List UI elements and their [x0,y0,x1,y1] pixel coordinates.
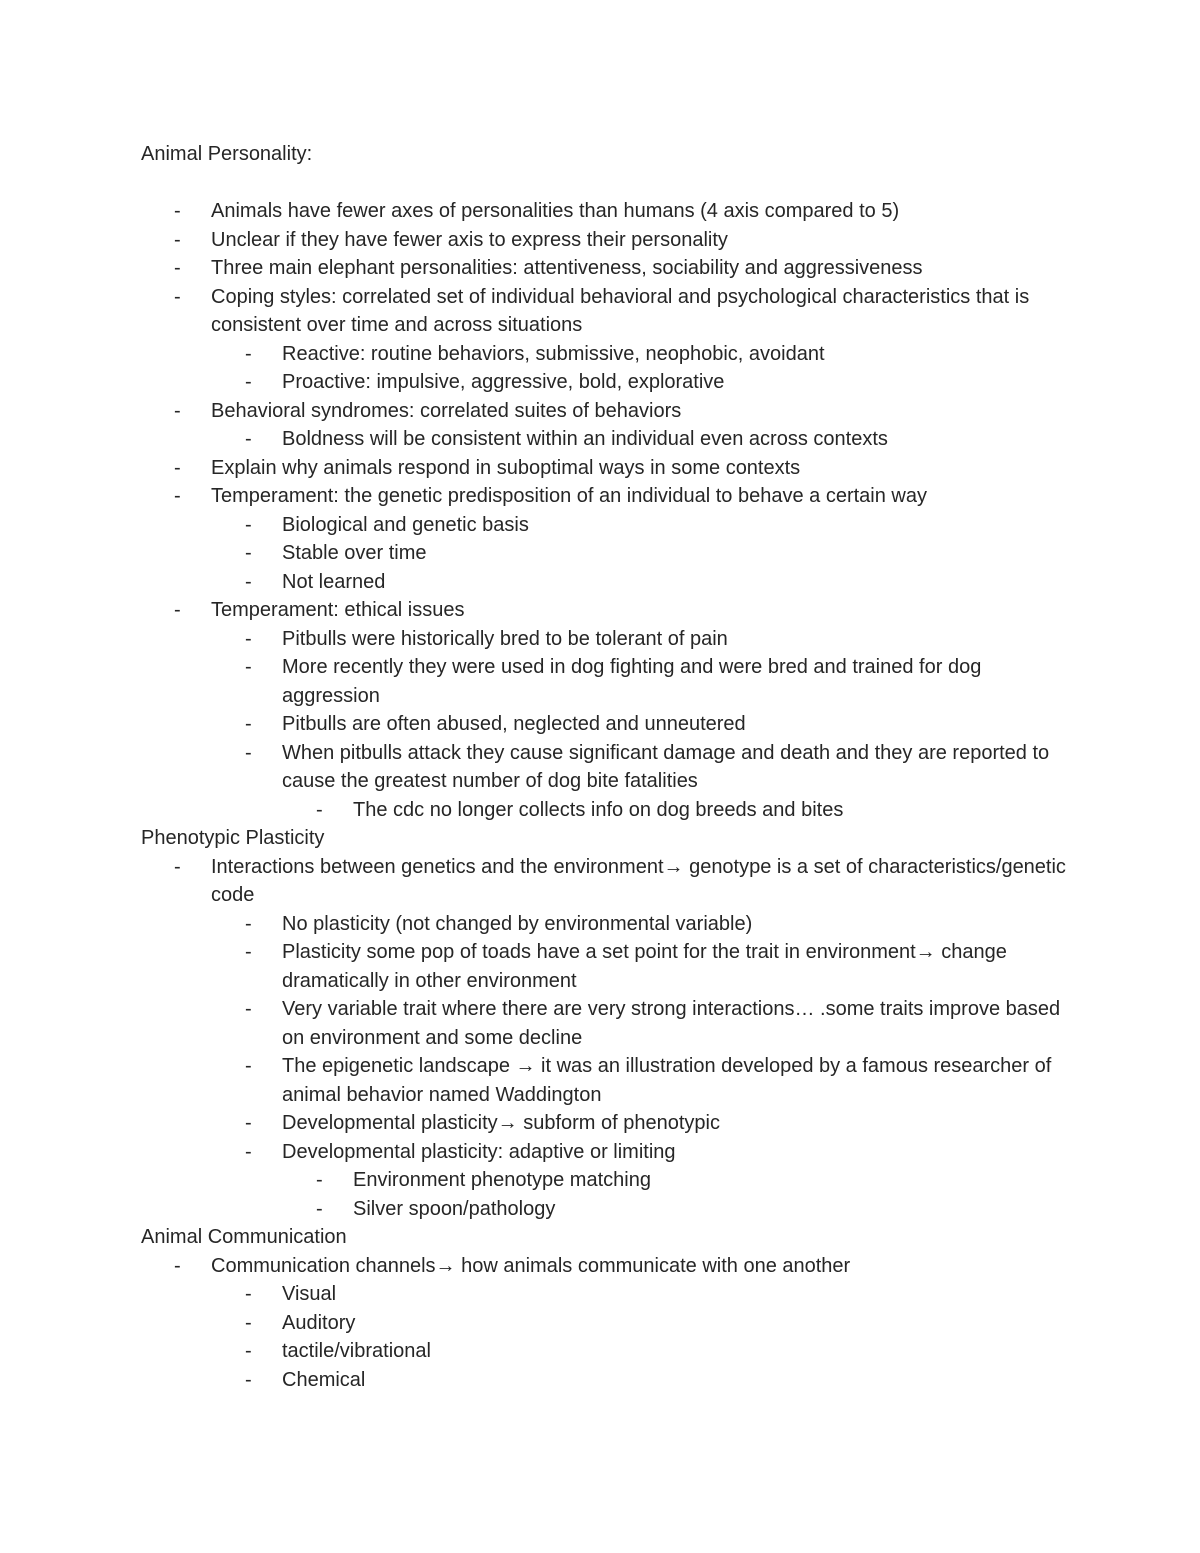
bullet-dash: - [245,656,252,678]
bullet-dash: - [174,399,181,422]
list-item [141,454,1081,483]
list-item-text: The epigenetic landscape → it was an illustration developed by a famous researcher of animal behavior named Waddington [282,1055,1052,1106]
list-item-text: Plasticity some pop of toads have a set point for the trait in environment→ change dramatically in other environment [282,941,1007,992]
bullet-dash: - [245,741,252,764]
list-item [141,511,1081,540]
bullet-dash: - [245,542,252,564]
list-item-text: Unclear if they have fewer axis to express their personality [211,228,728,251]
list-item [141,1138,1081,1167]
list-item-text: tactile/vibrational [282,1340,431,1362]
bullet-dash: - [174,200,181,222]
list-item-text: Visual [282,1283,337,1305]
bullet-dash: - [174,228,181,251]
list-item-text: Very variable trait where there are very strong interactions… .some traits improve based on environment and some decline [282,998,1061,1049]
list-item [141,739,1081,796]
bullet-dash: - [245,1283,252,1305]
list-item [141,1309,1081,1338]
bullet-dash: - [245,998,252,1020]
bullet-dash: - [245,513,252,536]
list-item-text: Silver spoon/pathology [353,1197,556,1220]
list-item [141,1366,1081,1395]
list-item [141,340,1081,369]
bullet-dash: - [245,627,252,650]
bullet-dash: - [174,855,181,878]
bullet-dash: - [245,1340,252,1362]
list-item-text: Biological and genetic basis [282,513,529,536]
bullet-dash: - [245,941,252,963]
list-item-text: Behavioral syndromes: correlated suites of behaviors [211,399,682,422]
bullet-dash: - [316,1197,323,1220]
list-item-text: Auditory [282,1311,356,1334]
bullet-dash: - [245,570,252,593]
section-heading: Animal Communication [141,1226,347,1248]
list-item-text: The cdc no longer collects info on dog breeds and bites [353,798,844,821]
list-item-text: Explain why animals respond in suboptimal ways in some contexts [211,456,801,479]
list-item [141,938,1081,995]
list-item [141,596,1081,625]
list-item [141,653,1081,710]
list-item-text: Three main elephant personalities: attentiveness, sociability and aggressiveness [211,257,923,279]
list-item [141,226,1081,255]
bullet-dash: - [245,1311,252,1334]
list-item [141,1166,1081,1195]
list-item [141,625,1081,654]
list-item-text: Developmental plasticity: adaptive or limiting [282,1140,676,1163]
list-item-text: Boldness will be consistent within an individual even across contexts [282,428,888,450]
list-item-text: Environment phenotype matching [353,1169,651,1191]
list-item-text: Chemical [282,1368,366,1391]
list-item-text: Pitbulls are often abused, neglected and unneutered [282,713,746,735]
list-item-text: Stable over time [282,542,427,564]
blank-line [141,169,1081,198]
bullet-dash: - [245,342,252,365]
bullet-dash: - [316,798,323,821]
list-item [141,710,1081,739]
section-heading: Animal Personality: [141,143,313,165]
list-item [141,482,1081,511]
list-item [141,283,1081,340]
list-item [141,539,1081,568]
list-item [141,910,1081,939]
bullet-dash: - [316,1169,323,1191]
bullet-dash: - [245,428,252,450]
bullet-dash: - [245,1140,252,1163]
bullet-dash: - [245,912,252,935]
list-item [141,1252,1081,1281]
list-item-text: Interactions between genetics and the environment→ genotype is a set of characteristics/genetic code [211,855,1066,906]
list-item [141,853,1081,910]
list-item-text: No plasticity (not changed by environmental variable) [282,912,753,935]
list-item-text: When pitbulls attack they cause significant damage and death and they are reported to cause the greatest number of dog bite fatalities [282,741,1050,792]
bullet-dash: - [174,1254,181,1277]
section-heading: Phenotypic Plasticity [141,827,325,849]
list-item-text: Temperament: the genetic predisposition of an individual to behave a certain way [211,485,927,507]
list-item [141,995,1081,1052]
list-item-text: Proactive: impulsive, aggressive, bold, explorative [282,371,725,393]
list-item [141,1280,1081,1309]
bullet-dash: - [245,1112,252,1134]
bullet-dash: - [245,1368,252,1391]
list-item-text: Coping styles: correlated set of individual behavioral and psychological characteristics that is consistent over time and across situations [211,285,1030,336]
list-item [141,796,1081,825]
bullet-dash: - [174,285,181,308]
list-item [141,1052,1081,1109]
list-item-text: Pitbulls were historically bred to be tolerant of pain [282,627,728,650]
list-item-text: Not learned [282,570,386,593]
list-item-text: More recently they were used in dog fighting and were bred and trained for dog aggression [282,656,982,707]
document-body [141,140,1081,1394]
list-item [141,368,1081,397]
list-item [141,1337,1081,1366]
list-item-text: Animals have fewer axes of personalities than humans (4 axis compared to 5) [211,200,900,222]
bullet-dash: - [174,485,181,507]
list-item [141,1109,1081,1138]
bullet-dash: - [174,456,181,479]
bullet-dash: - [174,599,181,621]
bullet-dash: - [245,713,252,735]
list-item [141,197,1081,226]
list-item-text: Developmental plasticity→ subform of phenotypic [282,1112,720,1134]
list-item [141,425,1081,454]
list-item [141,568,1081,597]
list-item-text: Communication channels→ how animals communicate with one another [211,1254,851,1277]
bullet-dash: - [245,371,252,393]
list-item [141,397,1081,426]
list-item-text: Reactive: routine behaviors, submissive, neophobic, avoidant [282,342,825,365]
list-item [141,1195,1081,1224]
list-item-text: Temperament: ethical issues [211,599,465,621]
bullet-dash: - [174,257,181,279]
bullet-dash: - [245,1055,252,1077]
list-item [141,254,1081,283]
